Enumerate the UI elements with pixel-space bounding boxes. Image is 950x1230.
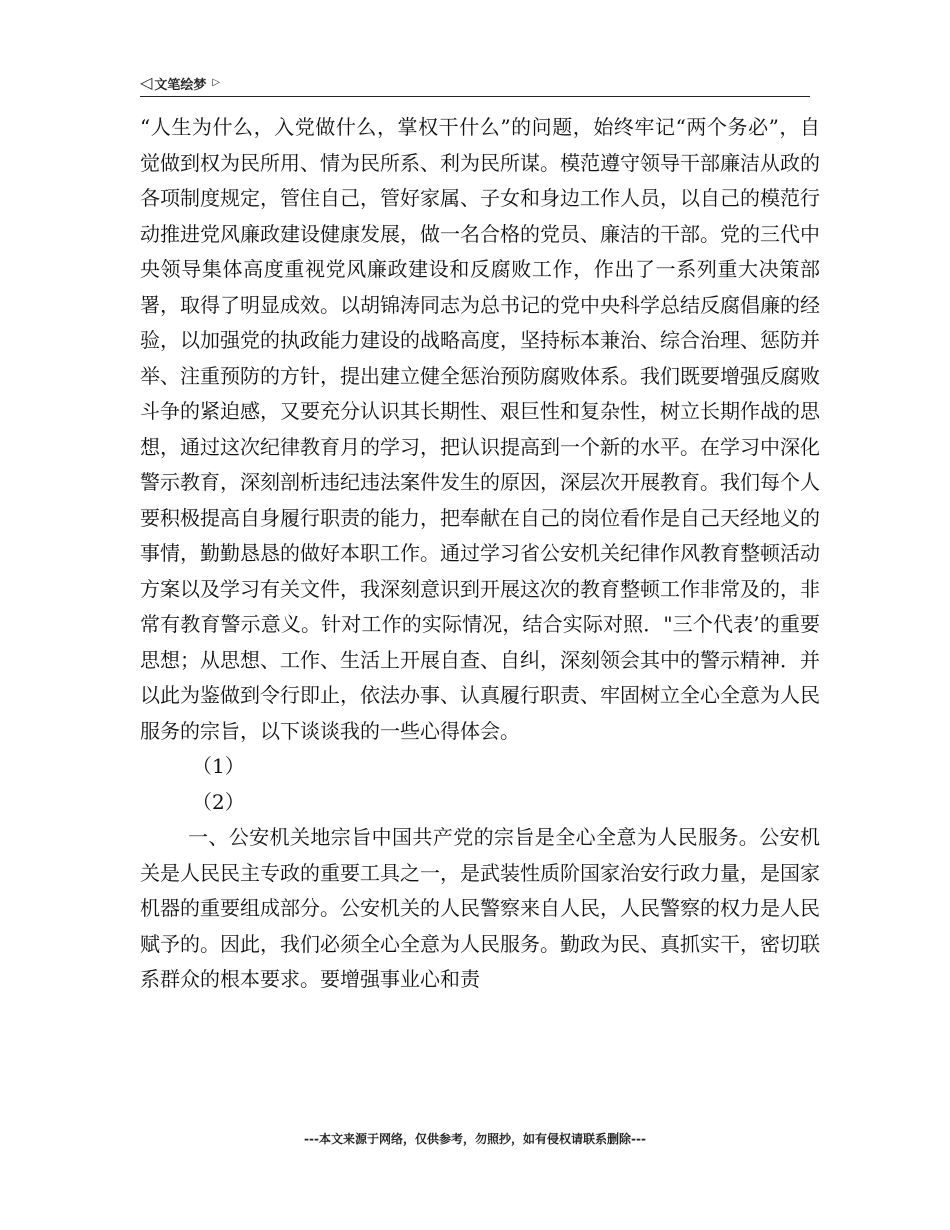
list-item-2: （2） <box>192 789 245 814</box>
body-paragraph-2: 一、公安机关地宗旨中国共产党的宗旨是全心全意为人民服务。公安机关是人民民主专政的重要工具之一，是武装性质阶国家治安行政力量，是国家机器的重要组成部分。公安机关的人民警察来自人民，人民警察的权力是人民赋予的。因此，我们必须全心全意为人民服务。勤政为民、真抓实干，密切联系群众的根本要求。要增强事业心和责 <box>140 825 820 991</box>
document-body <box>140 110 820 998</box>
list-item-1: （1） <box>192 754 245 778</box>
header-title: 文笔绘梦 <box>154 77 207 93</box>
left-triangle-icon: ◁ <box>140 73 153 92</box>
page-header <box>140 70 810 97</box>
right-triangle-icon: ▷ <box>212 77 221 88</box>
footer-notice: ---本文来源于网络，仅供参考，勿照抄，如有侵权请联系删除--- <box>304 1132 646 1146</box>
body-paragraph-1: “人生为什么，入党做什么，掌权干什么”的问题，始终牢记“两个务必”，自觉做到权为民所用、情为民所系、利为民所谋。模范遵守领导干部廉洁从政的各项制度规定，管住自己，管好家属、子女和身边工作人员，以自己的模范行动推进党风廉政建设健康发展，做一名合格的党员、廉洁的干部。党的三代中央领导集体高度重视党风廉政建设和反腐败工作，作出了一系列重大决策部署，取得了明显成效。以胡锦涛同志为总书记的党中央科学总结反腐倡廉的经验，以加强党的执政能力建设的战略高度，坚持标本兼治、综合治理、惩防并举、注重预防的方针，提出建立健全惩治预防腐败体系。我们既要增强反腐败斗争的紧迫感，又要充分认识其长期性、艰巨性和复杂性，树立长期作战的思想，通过这次纪律教育月的学习，把认识提高到一个新的水平。在学习中深化警示教育，深刻剖析违纪违法案件发生的原因，深层次开展教育。我们每个人要积极提高自身履行职责的能力，把奉献在自己的岗位看作是自己天经地义的事情，勤勤恳恳的做好本职工作。通过学习省公安机关纪律作风教育整顿活动方案以及学习有关文件，我深刻意识到开展这次的教育整顿工作非常及的，非常有教育警示意义。针对工作的实际情况，结合实际对照．"三个代表’的重要思想；从思想、工作、生活上开展自查、自纠，深刻领会其中的警示精神．并以此为鉴做到令行即止，依法办事、认真履行职责、牢固树立全心全意为人民服务的宗旨，以下谈谈我的一些心得体会。 <box>140 115 820 743</box>
